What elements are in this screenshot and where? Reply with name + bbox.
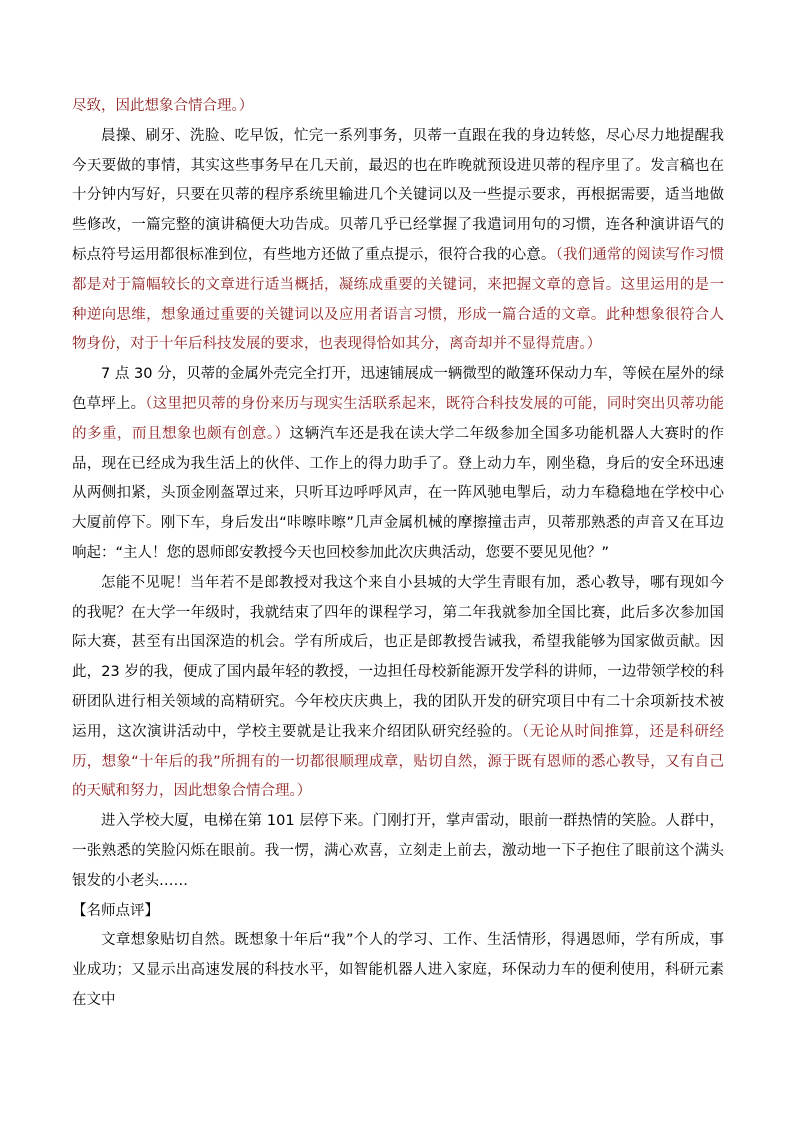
story-text: 这辆汽车还是我在读大学二年级参加全国多功能机器人大赛时的作品，现在已经成为我生活上的伙伴、工作上的得力助手了。登上动力车，刚坐稳，身后的安全环迅速从两侧扣紧，头顶金刚盔罩过来，只听耳边呼呼风声，在一阵风驰电掣后，动力车稳稳地在学校中心大厦前停下。刚下车，身后发出“咔嚓咔嚓”几声金属机械的摩擦撞击声，贝蒂那熟悉的声音又在耳边响起：“主人！您的恩师郎安教授今天也回校参加此次庆典活动，您要不要见见他？” [72, 425, 725, 561]
paragraph [72, 807, 724, 896]
section-heading [72, 897, 724, 927]
document-body [72, 92, 724, 1016]
paragraph [72, 92, 724, 122]
story-text: 晨操、刷牙、洗脸、吃早饭，忙完一系列事务，贝蒂一直跟在我的身边转悠，尽心尽力地提醒我今天要做的事情，其实这些事务早在几天前，最迟的也在昨晚就预设进贝蒂的程序里了。发言稿也在十分钟内写好，只要在贝蒂的程序系统里输进几个关键词以及一些提示要求，再根据需要，适当地做些修改，一篇完整的演讲稿便大功告成。贝蒂几乎已经掌握了我遣词用句的习惯，连各种演讲语气的标点符号运用都很标准到位，有些地方还做了重点提示，很符合我的心意。 [72, 127, 724, 263]
story-text: 怎能不见呢！当年若不是郎教授对我这个来自小县城的大学生青眼有加，悉心教导，哪有现如今的我呢？在大学一年级时，我就结束了四年的课程学习，第二年我就参加全国比赛，此后多次参加国际大赛，甚至有出国深造的机会。学有所成后，也正是郎教授告诫我，希望我能够为国家做贡献。因此，23 岁的我，便成了国内最年轻的教授，一边担任母校新能源开发学科的讲师，一边带领学校的科研团队进行相关领域的高精研究。今年校庆庆典上，我的团队开发的研究项目中有二十余项新技术被运用，这次演讲活动中，学校主要就是让我来介绍团队研究经验的。 [72, 574, 724, 740]
story-text: 进入学校大厦，电梯在第 101 层停下来。门刚打开，掌声雷动，眼前一群热情的笑脸。人群中，一张熟悉的笑脸闪烁在眼前。我一愣，满心欢喜，立刻走上前去，激动地一下子抱住了眼前这个满头银发的小老头…… [72, 813, 724, 889]
commentary-note: （我们通常的阅读写作习惯都是对于篇幅较长的文章进行适当概括，凝练成重要的关键词，来把握文章的意旨。这里运用的是一种逆向思维，想象通过重要的关键词以及应用者语言习惯，形成一篇合适的文章。此种想象很符合人物身份，对于十年后科技发展的要求，也表现得恰如其分，离奇却并不显得荒唐。） [72, 246, 724, 353]
story-text: 7 点 30 分，贝蒂的金属外壳完全打开，迅速铺展成一辆微型的敞篷环保动力车，等候在屋外的绿色草坪上。 [72, 366, 724, 412]
commentary-note: （这里把贝蒂的身份来历与现实生活联系起来，既符合科技发展的可能，同时突出贝蒂功能的多重，而且想象也颇有创意。） [72, 395, 725, 442]
paragraph [72, 926, 724, 1015]
section-heading-text: 【名师点评】 [72, 902, 159, 919]
paragraph [72, 360, 724, 569]
commentary-note: （无论从时间推算，还是科研经历，想象“十年后的我”所拥有的一切都很顺理成章，贴切自然，源于既有恩师的悉心教导，又有自己的天赋和努力，因此想象合情合理。） [72, 723, 725, 800]
paragraph [72, 569, 724, 807]
paragraph [72, 122, 724, 360]
review-text: 文章想象贴切自然。既想象十年后“我”个人的学习、工作、生活情形，得遇恩师，学有所成，事业成功；又显示出高速发展的科技水平，如智能机器人进入家庭，环保动力车的便利使用，科研元素在文中 [72, 932, 724, 1008]
commentary-note: 尽致，因此想象合情合理。） [72, 98, 254, 114]
